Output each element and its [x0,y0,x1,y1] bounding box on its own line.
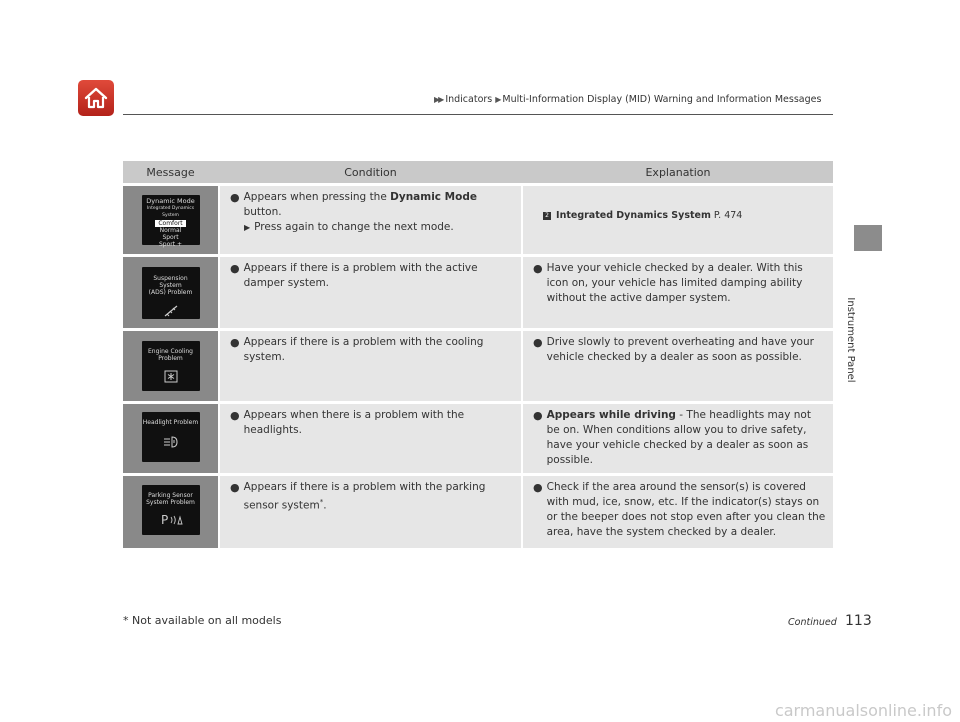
cross-reference-icon: 2 [543,212,551,220]
message-cell [123,186,218,254]
page-number: 113 [845,613,872,629]
explanation-text: Check if the area around the sensor(s) is covered with mud, ice, snow, etc. If the indicator(s) stays on or the beeper does not stop even after you clean the area, have the system checked by a dealer. [546,481,826,538]
bullet-icon: ● [230,409,240,422]
cross-reference-link[interactable] [533,208,827,223]
home-button[interactable] [78,80,114,116]
condition-text: Appears when pressing the [243,191,391,203]
footnote-marker: * [319,498,324,506]
explanation-bold-text: Appears while driving [546,409,676,421]
message-table [123,158,833,551]
table-row [123,331,833,401]
explanation-text: Drive slowly to prevent overheating and have your vehicle checked by a dealer as soon as possible. [546,336,814,363]
explanation-text: - The headlights may not be on. When conditions allow you to drive safety, have your vehicle checked by a dealer as soon as possible. [546,409,811,466]
explanation-text: Have your vehicle checked by a dealer. With this icon on, your vehicle has limited damping ability without the active damper system. [546,262,803,304]
display-line: Suspension System [153,275,188,289]
mid-display-dynamic-mode [142,195,200,248]
condition-bold-text: Dynamic Mode [390,191,477,203]
display-option: Sport + [158,241,183,248]
explanation-cell [523,186,833,254]
bullet-icon: ● [230,336,240,349]
message-cell [123,331,218,401]
condition-cell [218,476,523,548]
explanation-cell [523,404,833,473]
mid-display-parking-sensor [142,485,200,535]
cross-reference-title: Integrated Dynamics System [556,210,711,221]
watermark: carmanualsonline.info [774,701,952,720]
table-header-row [123,161,833,183]
breadcrumb-arrow-icon: ▶▶ [434,95,443,104]
display-subtitle: Integrated Dynamics System [146,206,195,218]
engine-cooling-icon [162,368,180,384]
chapter-label: Instrument Panel [845,297,856,383]
header-divider [123,114,833,115]
table-row [123,476,833,548]
display-line: System Problem [146,499,195,506]
mid-display-engine-cooling [142,341,200,391]
table-row [123,404,833,473]
message-cell [123,476,218,548]
display-line: Headlight Problem [142,419,199,426]
condition-text: button. [243,206,282,218]
condition-text: Appears if there is a problem with the parking sensor system [243,481,486,512]
chapter-tab[interactable] [854,225,882,251]
display-title: Dynamic Mode [146,197,195,205]
footnote: * Not available on all models [123,614,282,627]
condition-text: Appears if there is a problem with the active damper system. [243,262,478,289]
bullet-icon: ● [230,481,240,494]
display-line: Parking Sensor [148,492,193,499]
column-header-condition: Condition [218,161,523,183]
breadcrumb-section-link[interactable]: Indicators [445,94,493,105]
mid-display-headlight [142,412,200,462]
table-row [123,186,833,254]
mid-display-suspension [142,267,200,319]
breadcrumb [434,94,821,105]
table-row [123,257,833,328]
svg-text:P: P [160,513,168,526]
breadcrumb-page-link[interactable]: Multi-Information Display (MID) Warning and Information Messages [502,94,822,105]
home-icon [83,86,109,110]
parking-sensor-icon [158,512,184,526]
breadcrumb-arrow-icon: ▶ [495,95,500,104]
bullet-icon: ● [230,262,240,275]
condition-text: Appears when there is a problem with the headlights. [243,409,465,436]
explanation-cell [523,257,833,328]
explanation-cell [523,331,833,401]
bullet-icon: ● [533,262,543,275]
bullet-icon: ● [533,409,543,422]
bullet-icon: ● [230,191,240,204]
bullet-icon: ● [533,481,543,494]
display-line: (ADS) Problem [148,289,193,296]
condition-text: Appears if there is a problem with the cooling system. [243,336,484,363]
suspension-warning-icon [162,304,180,318]
condition-cell [218,404,523,473]
explanation-cell [523,476,833,548]
message-cell [123,257,218,328]
column-header-message: Message [123,161,218,183]
condition-text: . [323,499,327,512]
display-line: Problem [158,355,183,362]
display-option: Normal [159,227,182,234]
message-cell [123,404,218,473]
condition-cell [218,331,523,401]
condition-cell [218,257,523,328]
bullet-icon: ● [533,336,543,349]
headlight-warning-icon [161,434,181,450]
display-option-selected: Comfort [155,220,185,227]
condition-cell [218,186,523,254]
continued-label: Continued [788,617,837,628]
sub-arrow-icon: ▶ [244,223,251,232]
display-option: Sport [162,234,179,241]
cross-reference-page: P. 474 [713,210,743,221]
display-line: Engine Cooling [148,348,193,355]
condition-subtext: Press again to change the next mode. [254,221,454,233]
column-header-explanation: Explanation [523,161,833,183]
